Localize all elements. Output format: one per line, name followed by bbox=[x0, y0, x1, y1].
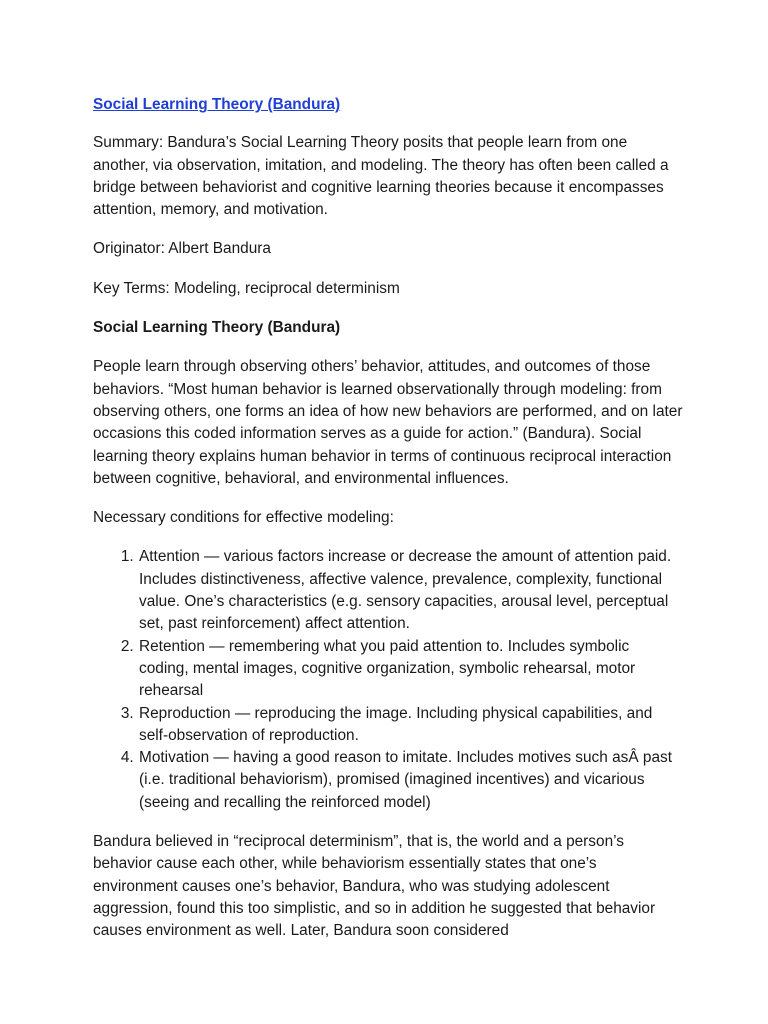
section-heading: Social Learning Theory (Bandura) bbox=[93, 319, 341, 337]
conditions-intro: Necessary conditions for effective modeling: bbox=[93, 509, 394, 527]
condition-motivation: 4. Motivation — having a good reason to imitate. Includes motives such asÂ past (i.e. traditional behaviorism), promised (imagined incentives) and vicarious (seeing and recalling the reinforced model) bbox=[138, 747, 683, 814]
originator-line: Originator: Albert Bandura bbox=[93, 240, 271, 258]
closing-paragraph: Bandura believed in “reciprocal determinism”, that is, the world and a person’s behavior cause each other, while behaviorism essentially states that one’s environment causes one’s behavior, Bandura, who was studying adolescent aggression, found this too simplistic, and so in addition he suggested that behavior causes environment as well. Later, Bandura soon considered bbox=[93, 833, 656, 940]
condition-reproduction: 3. Reproduction — reproducing the image. Including physical capabilities, and self-observation of reproduction. bbox=[138, 703, 683, 748]
document-page bbox=[93, 94, 683, 960]
summary-paragraph: Summary: Bandura’s Social Learning Theory posits that people learn from one another, via observation, imitation, and modeling. The theory has often been called a bridge between behaviorist and cognitive learning theories because it encompasses attention, memory, and motivation. bbox=[93, 134, 669, 219]
condition-retention: 2. Retention — remembering what you paid attention to. Includes symbolic coding, mental images, cognitive organization, symbolic rehearsal, motor rehearsal bbox=[138, 636, 683, 703]
key-terms-line: Key Terms: Modeling, reciprocal determinism bbox=[93, 279, 400, 297]
intro-paragraph: People learn through observing others’ behavior, attitudes, and outcomes of those behaviors. “Most human behavior is learned observationally through modeling: from observing others, one forms an idea of how new behaviors are performed, and on later occasions this coded information serves as a guide for action.” (Bandura). Social learning theory explains human behavior in terms of continuous reciprocal interaction between cognitive, behavioral, and environmental influences. bbox=[93, 358, 683, 487]
conditions-list bbox=[93, 546, 683, 814]
title-link[interactable]: Social Learning Theory (Bandura) bbox=[93, 96, 341, 113]
condition-attention: 1. Attention — various factors increase or decrease the amount of attention paid. Includes distinctiveness, affective valence, prevalence, complexity, functional value. One’s characteristics (e.g. sensory capacities, arousal level, perceptual set, past reinforcement) affect attention. bbox=[138, 546, 683, 635]
